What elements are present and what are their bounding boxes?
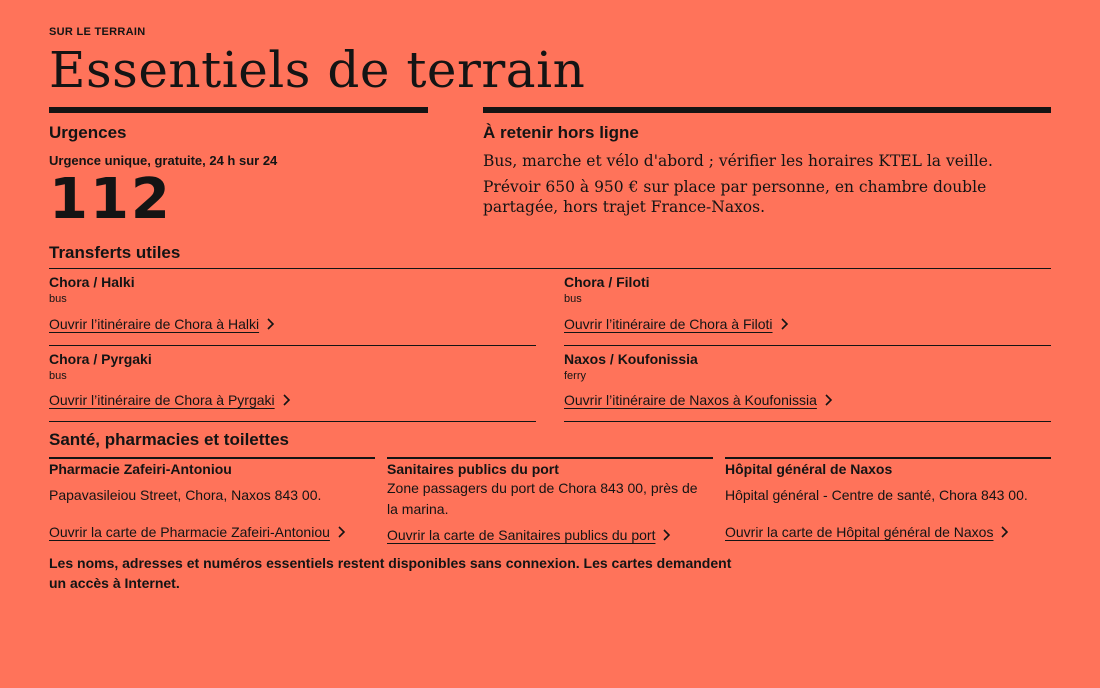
chevron-right-icon	[999, 525, 1011, 539]
map-link-label: Ouvrir la carte de Pharmacie Zafeiri-Antoniou	[49, 524, 330, 540]
offline-heading: À retenir hors ligne	[483, 123, 639, 142]
transfers-heading: Transferts utiles	[49, 243, 181, 262]
route-link-label: Ouvrir l’itinéraire de Naxos à Koufonissia	[564, 392, 817, 408]
route-divider	[49, 345, 536, 346]
route-mode: ferry	[564, 370, 586, 382]
place-address: Hôpital général - Centre de santé, Chora 843 00.	[725, 487, 1028, 503]
place-name: Sanitaires publics du port	[387, 461, 559, 477]
route-name: Naxos / Koufonissia	[564, 351, 698, 367]
chevron-right-icon	[265, 317, 277, 331]
place-top-rule	[725, 457, 1051, 459]
section-kicker: SUR LE TERRAIN	[49, 26, 146, 38]
transfers-divider	[49, 268, 1051, 269]
map-link-label: Ouvrir la carte de Sanitaires publics du port	[387, 527, 656, 543]
chevron-right-icon	[281, 393, 293, 407]
route-name: Chora / Halki	[49, 274, 135, 290]
chevron-right-icon	[336, 525, 348, 539]
place-address: Zone passagers du port de Chora 843 00, près de la marina.	[387, 480, 698, 517]
place-top-rule	[387, 457, 713, 459]
route-link-label: Ouvrir l’itinéraire de Chora à Halki	[49, 316, 260, 332]
emergency-top-bar	[49, 107, 428, 113]
place-name: Hôpital général de Naxos	[725, 461, 893, 477]
chevron-right-icon	[661, 528, 673, 542]
map-link-pharmacy[interactable]	[49, 524, 348, 540]
route-link-naxos-koufonissia[interactable]	[564, 392, 835, 408]
route-link-chora-pyrgaki[interactable]	[49, 392, 293, 408]
map-link-label: Ouvrir la carte de Hôpital général de Naxos	[725, 524, 994, 540]
route-divider	[564, 345, 1051, 346]
place-address: Papavasileiou Street, Chora, Naxos 843 00.	[49, 487, 322, 503]
route-link-chora-filoti[interactable]	[564, 316, 791, 332]
emergency-heading: Urgences	[49, 123, 127, 142]
offline-availability-note: Les noms, adresses et numéros essentiels restent disponibles sans connexion. Les cartes demandent un accès à Internet.	[49, 555, 732, 591]
route-link-chora-halki[interactable]	[49, 316, 277, 332]
route-name: Chora / Pyrgaki	[49, 351, 152, 367]
map-link-hospital[interactable]	[725, 524, 1011, 540]
route-mode: bus	[564, 293, 582, 305]
route-divider	[49, 421, 536, 422]
place-name: Pharmacie Zafeiri-Antoniou	[49, 461, 232, 477]
route-mode: bus	[49, 370, 67, 382]
route-divider	[564, 421, 1051, 422]
offline-top-bar	[483, 107, 1051, 113]
chevron-right-icon	[779, 317, 791, 331]
field-essentials-page	[49, 0, 1051, 688]
chevron-right-icon	[823, 393, 835, 407]
map-link-port-toilets[interactable]	[387, 527, 673, 543]
route-mode: bus	[49, 293, 67, 305]
emergency-subheading: Urgence unique, gratuite, 24 h sur 24	[49, 153, 278, 168]
health-heading: Santé, pharmacies et toilettes	[49, 430, 289, 449]
page-title: Essentiels de terrain	[49, 41, 586, 99]
offline-line-budget: Prévoir 650 à 950 € sur place par personne, en chambre double partagée, hors trajet France-Naxos.	[483, 178, 987, 216]
offline-line-transport: Bus, marche et vélo d'abord ; vérifier les horaires KTEL la veille.	[483, 152, 993, 170]
route-name: Chora / Filoti	[564, 274, 650, 290]
route-link-label: Ouvrir l’itinéraire de Chora à Filoti	[564, 316, 773, 332]
route-link-label: Ouvrir l’itinéraire de Chora à Pyrgaki	[49, 392, 275, 408]
emergency-number: 112	[49, 167, 172, 232]
place-top-rule	[49, 457, 375, 459]
